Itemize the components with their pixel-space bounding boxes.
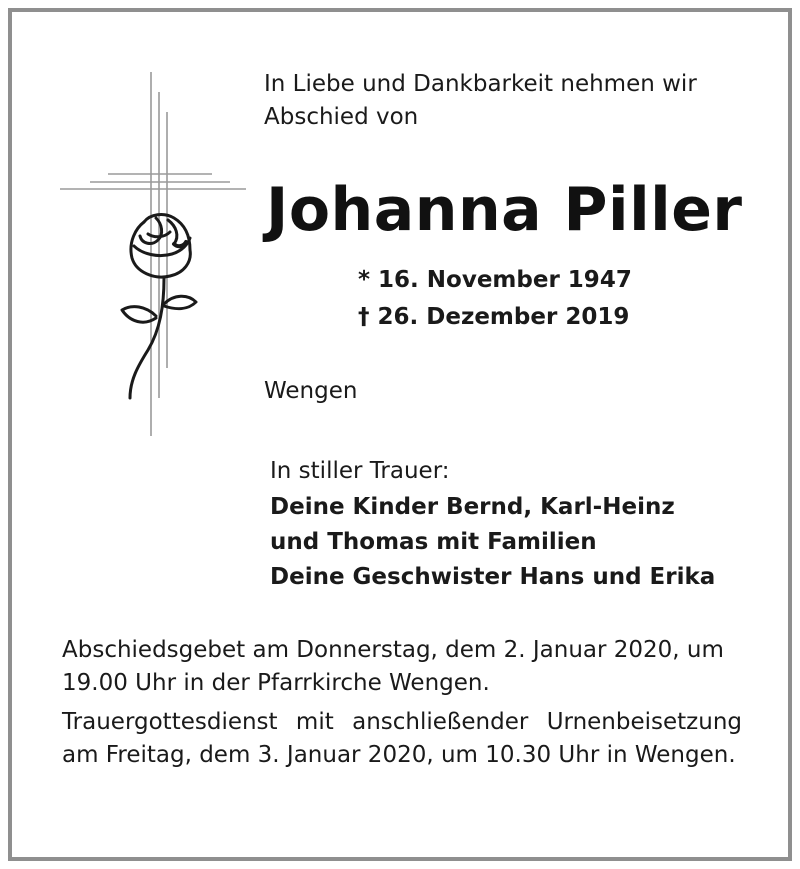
- intro-line-1: In Liebe und Dankbarkeit nehmen wir: [264, 71, 697, 97]
- death-date: † 26. Dezember 2019: [358, 304, 630, 330]
- mourners-list: [270, 490, 715, 595]
- life-dates: [358, 262, 632, 336]
- cross-with-rose-icon: [60, 68, 250, 440]
- mourner-line: Deine Geschwister Hans und Erika: [270, 564, 716, 590]
- intro-line-2: Abschied von: [264, 104, 419, 130]
- service-announcement: Trauergottesdienst mit anschließender Urnenbeisetzung am Freitag, dem 3. Januar 2020, um 10.30 Uhr in Wengen.: [62, 709, 742, 768]
- obituary-notice: [8, 8, 792, 861]
- mourning-intro: In stiller Trauer:: [270, 458, 450, 484]
- mourner-line: und Thomas mit Familien: [270, 529, 597, 555]
- intro-text: [264, 68, 697, 134]
- mourner-line: Deine Kinder Bernd, Karl-Heinz: [270, 494, 675, 520]
- residence-place: Wengen: [264, 378, 358, 404]
- prayer-announcement: Abschiedsgebet am Donnerstag, dem 2. Januar 2020, um 19.00 Uhr in der Pfarrkirche Wengen.: [62, 637, 724, 696]
- birth-date: * 16. November 1947: [358, 267, 632, 293]
- deceased-name: Johanna Piller: [266, 175, 743, 245]
